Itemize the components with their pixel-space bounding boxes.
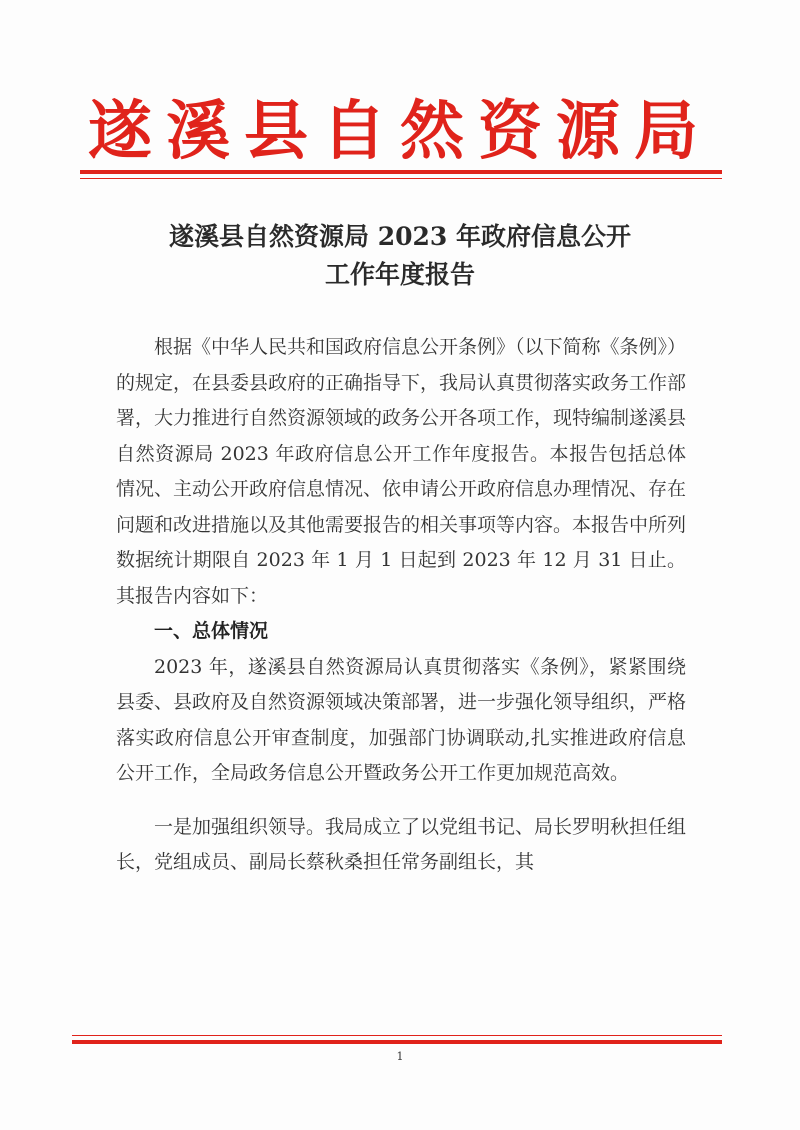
header-red-rule-thick — [80, 170, 722, 174]
footer-red-rule-thick — [72, 1040, 722, 1044]
organization-leadership-paragraph: 一是加强组织领导。我局成立了以党组书记、局长罗明秋担任组长，党组成员、副局长蔡秋桑担任常务副组长，其 — [116, 815, 687, 873]
report-title-line1: 遂溪县自然资源局 2023 年政府信息公开 — [169, 222, 631, 251]
page-number: 1 — [396, 1050, 404, 1063]
overview-paragraph: 2023 年，遂溪县自然资源局认真贯彻落实《条例》，紧紧围绕县委、县政府及自然资源领域决策部署，进一步强化领导组织，严格落实政府信息公开审查制度，加强部门协调联动,扎实推进政府信息公开工作，全局政务信息公开暨政务公开工作更加规范高效。 — [116, 655, 687, 784]
header-red-rule-thin — [80, 178, 722, 179]
footer-red-rule-thin — [72, 1035, 722, 1036]
section-heading-overview: 一、总体情况 — [154, 620, 269, 642]
org-header-title: 遂溪县自然资源局 — [88, 94, 712, 169]
intro-paragraph: 根据《中华人民共和国政府信息公开条例》（以下简称《条例》）的规定，在县委县政府的正确指导下，我局认真贯彻落实政务工作部署，大力推进行自然资源领域的政务公开各项工作，现特编制遂溪县自然资源局 2023 年政府信息公开工作年度报告。本报告包括总体情况、主动公开政府信息情况、依申请公开政府信息办理情况、存在问题和改进措施以及其他需要报告的相关事项等内容。本报告中所列数据统计期限自 2023 年 1 月 1 日起到 2023 年 12 月 31 日止。其报告内容如下： — [116, 336, 687, 607]
report-title-line2: 工作年度报告 — [324, 260, 475, 289]
report-body — [116, 330, 686, 881]
